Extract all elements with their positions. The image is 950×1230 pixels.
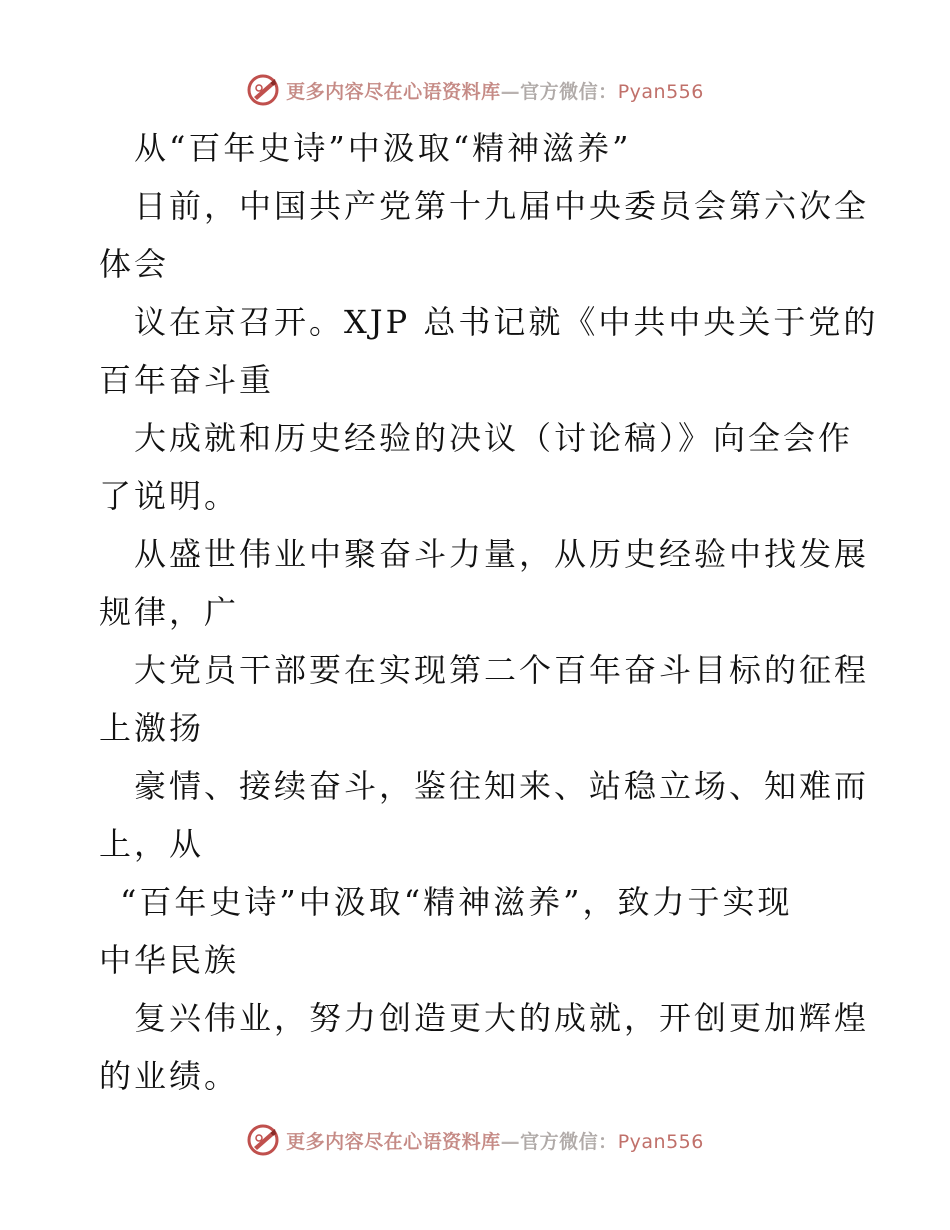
text-line: 规律，广 <box>99 593 240 631</box>
text-line: 上激扬 <box>99 709 205 747</box>
document-title: 从“百年史诗”中汲取“精神滋养” <box>134 129 632 167</box>
watermark-separator: — <box>500 1130 521 1153</box>
text-line: 从盛世伟业中聚奋斗力量，从历史经验中找发展 <box>134 535 870 573</box>
text-line: 日前，中国共产党第十九届中央委员会第六次全 <box>134 187 870 225</box>
watermark-wechat-id: Pyan556 <box>617 1130 704 1153</box>
watermark-text <box>286 1127 704 1154</box>
text-line: 百年奋斗重 <box>99 361 275 399</box>
logo-icon <box>246 1123 280 1157</box>
watermark-wechat-label: 官方微信： <box>520 80 618 103</box>
text-line: 体会 <box>99 245 170 283</box>
watermark-text <box>286 77 704 104</box>
watermark-main: 更多内容尽在心语资料库 <box>286 1130 501 1153</box>
text-line: 大党员干部要在实现第二个百年奋斗目标的征程 <box>134 651 870 689</box>
footer-watermark <box>0 1120 950 1160</box>
text-line: 的业绩。 <box>99 1057 240 1095</box>
watermark-wechat-id: Pyan556 <box>617 80 704 103</box>
watermark-separator: — <box>500 80 521 103</box>
logo-icon <box>246 73 280 107</box>
text-line: 议在京召开。XJP 总书记就《中共中央关于党的 <box>134 303 879 341</box>
text-line: 上，从 <box>99 825 205 863</box>
text-line: 了说明。 <box>99 477 240 515</box>
header-watermark <box>0 70 950 110</box>
watermark-wechat-label: 官方微信： <box>520 1130 618 1153</box>
text-line: 豪情、接续奋斗，鉴往知来、站稳立场、知难而 <box>134 767 870 805</box>
text-line: “百年史诗”中汲取“精神滋养”，致力于实现 <box>120 883 793 921</box>
text-line: 大成就和历史经验的决议（讨论稿）》向全会作 <box>134 419 854 457</box>
text-line: 中华民族 <box>99 941 240 979</box>
watermark-main: 更多内容尽在心语资料库 <box>286 80 501 103</box>
text-line: 复兴伟业，努力创造更大的成就，开创更加辉煌 <box>134 999 870 1037</box>
